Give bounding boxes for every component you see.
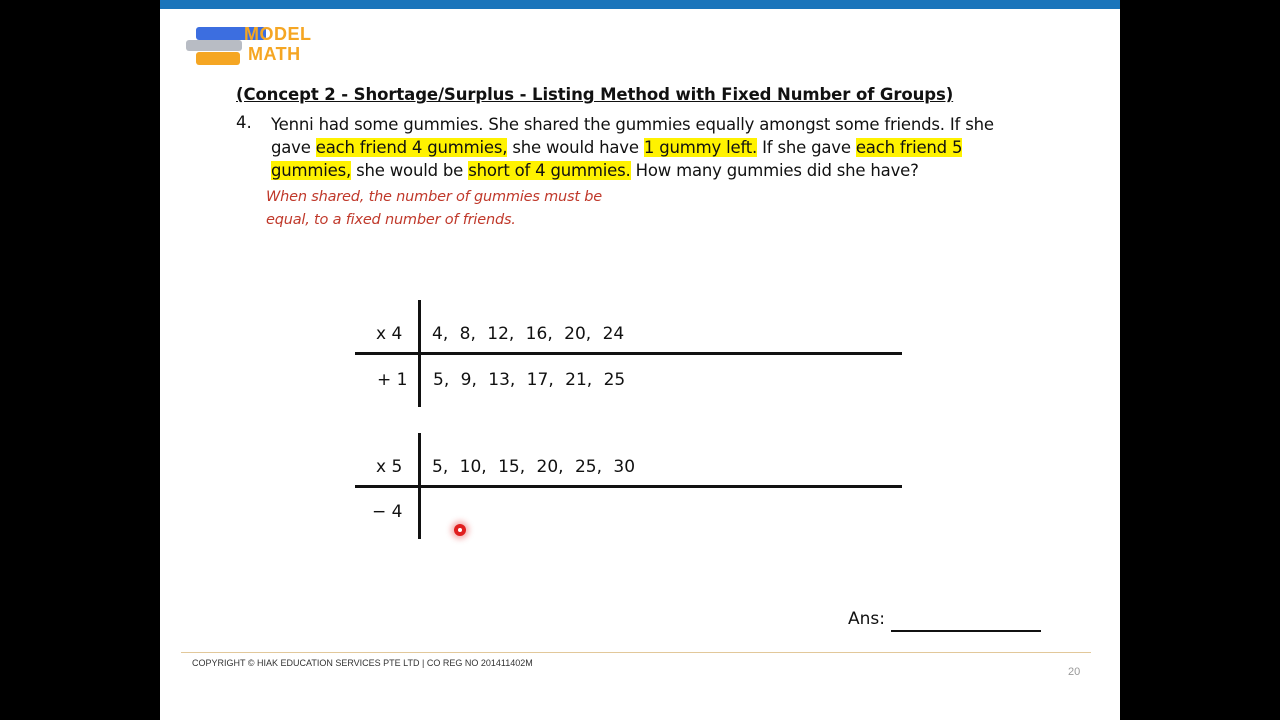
highlight-1-gummy-left: 1 gummy left.: [643, 138, 758, 157]
slide: [160, 0, 1120, 720]
note-line-1: When shared, the number of gummies must be: [266, 189, 603, 205]
copyright-text: COPYRIGHT © HIAK EDUCATION SERVICES PTE LTD | CO REG NO 201411402M: [192, 658, 533, 668]
table1-multiplier-label: x 4: [376, 324, 403, 344]
pointer-cursor-icon: [454, 524, 466, 536]
table2-multiplier-label: x 5: [376, 457, 403, 477]
highlight-short-of-4: short of 4 gummies.: [468, 161, 631, 180]
note-line-2: equal, to a fixed number of friends.: [266, 212, 516, 228]
question-text: How many gummies did she have?: [630, 161, 919, 180]
answer-blank[interactable]: [891, 630, 1041, 632]
model-math-logo: [186, 22, 326, 68]
highlight-each-friend-4: each friend 4 gummies,: [315, 138, 508, 157]
question-text: she would have: [507, 138, 644, 157]
highlight-gummies: gummies,: [271, 161, 352, 180]
question-text: gave: [271, 138, 316, 157]
question-line-1: Yenni had some gummies. She shared the gummies equally amongst some friends. If she: [271, 115, 994, 134]
answer-label: Ans:: [848, 609, 885, 629]
page-number: 20: [1068, 666, 1081, 678]
logo-bar-orange: [196, 52, 240, 65]
table1-horizontal-line: [355, 352, 902, 355]
logo-word-model: MODEL: [244, 24, 312, 44]
table1-offset-label: + 1: [377, 370, 408, 390]
highlight-each-friend-5: each friend 5: [855, 138, 963, 157]
table2-offset-label: − 4: [372, 502, 403, 522]
question-line-2: [271, 136, 962, 159]
question-text: she would be: [351, 161, 469, 180]
concept-heading: (Concept 2 - Shortage/Surplus - Listing Method with Fixed Number of Groups): [236, 85, 954, 104]
logo-bar-grey: [186, 40, 242, 51]
table1-totals: 5, 9, 13, 17, 21, 25: [433, 370, 626, 390]
question-line-3: [271, 159, 919, 182]
top-bar: [160, 0, 1120, 9]
table1-multiples: 4, 8, 12, 16, 20, 24: [432, 324, 625, 344]
logo-word-math: MATH: [248, 44, 301, 64]
question-text: If she gave: [757, 138, 856, 157]
teacher-note: [266, 186, 602, 232]
question-number: 4.: [236, 113, 252, 132]
table2-multiples: 5, 10, 15, 20, 25, 30: [432, 457, 636, 477]
table2-horizontal-line: [355, 485, 902, 488]
footer-divider: [181, 652, 1091, 653]
